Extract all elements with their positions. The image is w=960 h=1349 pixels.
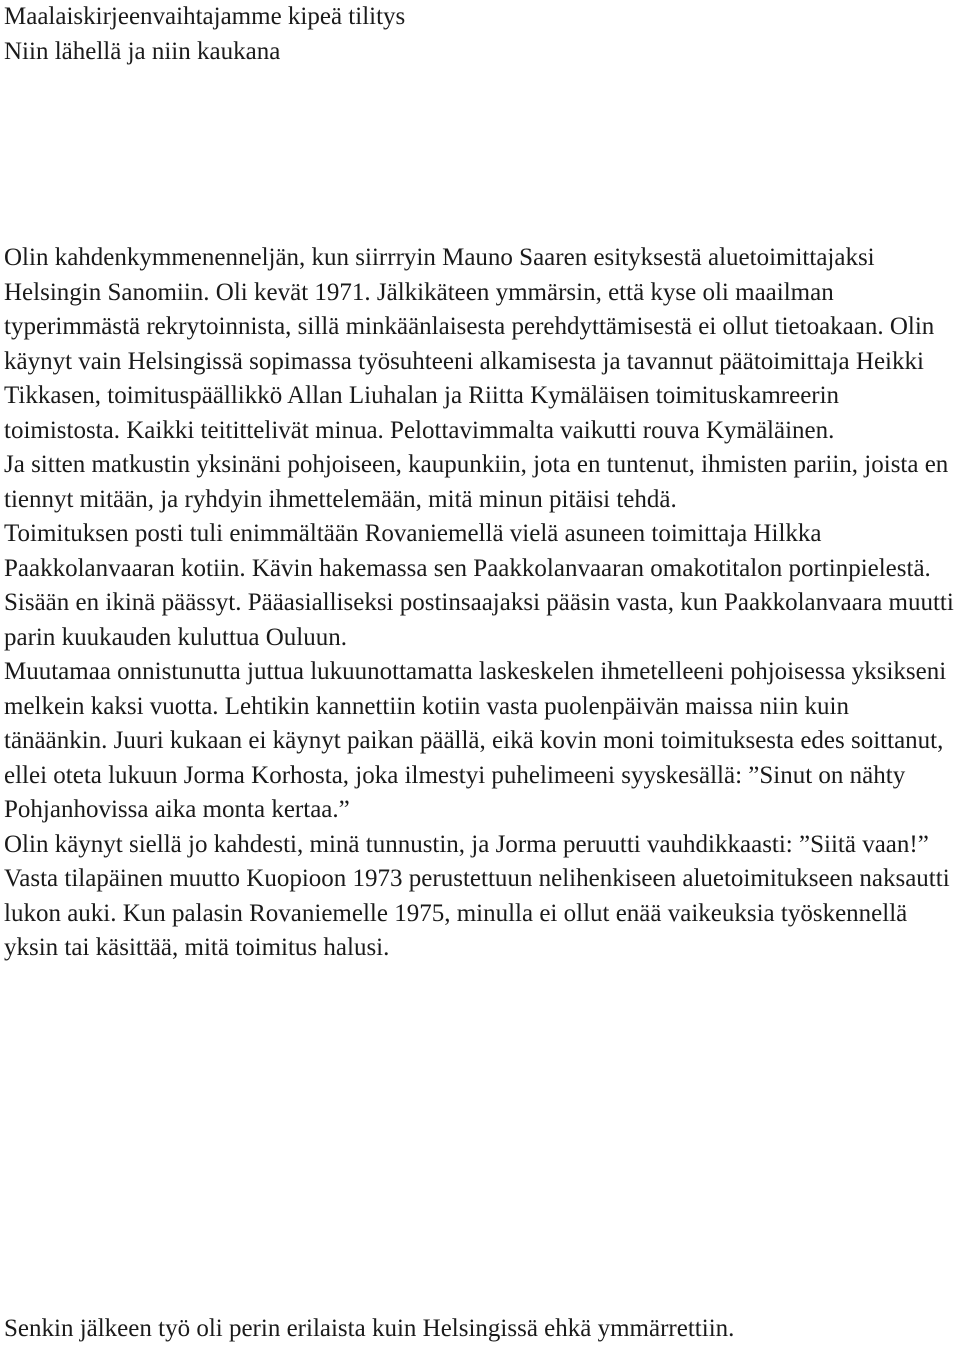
- paragraph-5: Olin käynyt siellä jo kahdesti, minä tunnustin, ja Jorma peruutti vauhdikkaasti: ”Siitä vaan!”: [4, 830, 929, 858]
- paragraph-1: Olin kahdenkymmenenneljän, kun siirrryin Mauno Saaren esityksestä aluetoimittajaksi Helsingin Sanomiin. Oli kevät 1971. Jälkikäteen ymmärsin, että kyse oli maailman typerimmästä rekrytoinnista, sillä minkäänlaisesta perehdyttämisestä ei ollut tietoakaan. Olin käynyt vain Helsingissä sopimassa työsuhteeni alkamisesta ja tavannut päätoimittaja Heikki Tikkasen, toimituspäällikkö Allan Liuhalan ja Riitta Kymäläisen toimituskamreerin toimistosta. Kaikki teitittelivät minua. Pelottavimmalta vaikutti rouva Kymäläinen.: [4, 244, 935, 444]
- paragraph-4: Muutamaa onnistunutta juttua lukuunottamatta laskeskelen ihmetelleeni pohjoisessa yksikseni melkein kaksi vuotta. Lehtikin kannettiin kotiin vasta puolenpäivän maissa niin kuin tänäänkin. Juuri kukaan ei käynyt paikan päällä, eikä kovin moni toimituksesta edes soittanut, ellei oteta lukuun Jorma Korhosta, joka ilmestyi puhelimeeni syyskesällä: ”Sinut on nähty Pohjanhovissa aika monta kertaa.”: [4, 658, 947, 823]
- document-title: Maalaiskirjeenvaihtajamme kipeä tilitys: [4, 3, 406, 30]
- paragraph-6: Vasta tilapäinen muutto Kuopioon 1973 perustettuun nelihenkiseen aluetoimitukseen naksautti lukon auki. Kun palasin Rovaniemelle 1975, minulla ei ollut enää vaikeuksia työskennellä yksin tai käsittää, mitä toimitus halusi.: [4, 865, 950, 961]
- document-header: [4, 0, 956, 69]
- closing-paragraph: Senkin jälkeen työ oli perin erilaista kuin Helsingissä ehkä ymmärrettiin.: [4, 1315, 735, 1342]
- paragraph-3: Toimituksen posti tuli enimmältään Rovaniemellä vielä asuneen toimittaja Hilkka Paakkolanvaaran kotiin. Kävin hakemassa sen Paakkolanvaaran omakotitalon portinpielestä. Sisään en ikinä päässyt. Pääasialliseksi postinsaajaksi pääsin vasta, kun Paakkolanvaara muutti parin kuukauden kuluttua Ouluun.: [4, 520, 954, 651]
- document-subtitle: Niin lähellä ja niin kaukana: [4, 37, 281, 65]
- article-text: [4, 241, 956, 966]
- paragraph-2: Ja sitten matkustin yksinäni pohjoiseen, kaupunkiin, jota en tuntenut, ihmisten pariin, joista en tiennyt mitään, ja ryhdyin ihmettelemään, mitä minun pitäisi tehdä.: [4, 451, 949, 513]
- document-body: [4, 0, 956, 966]
